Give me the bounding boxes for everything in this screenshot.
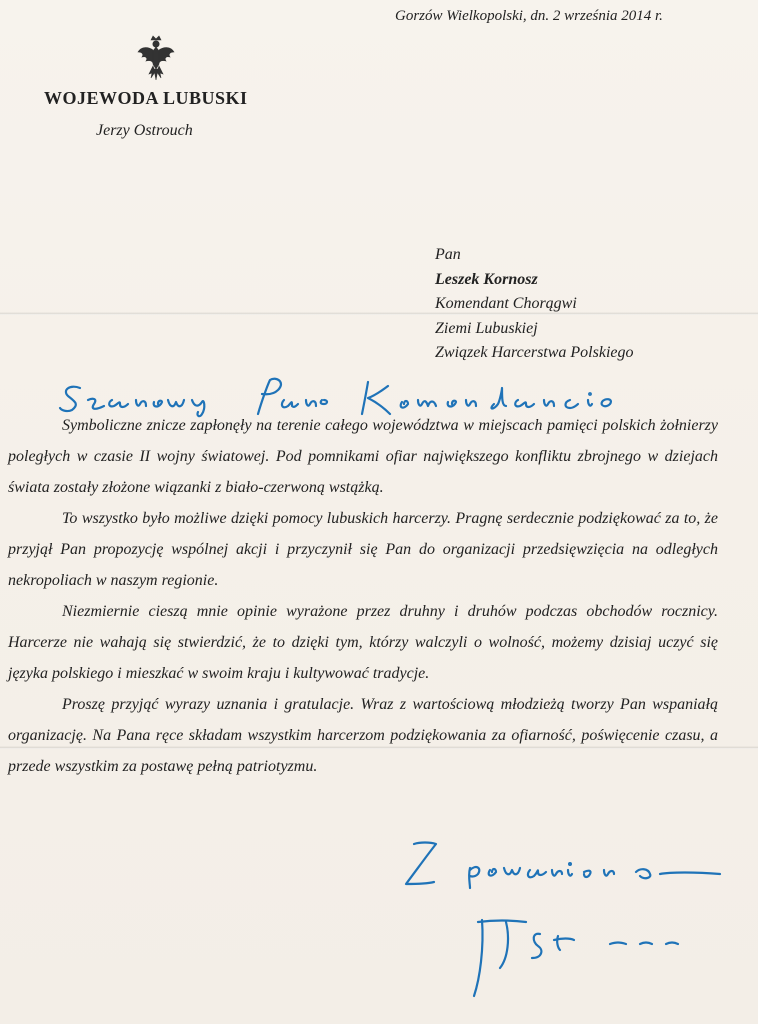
body-paragraph: To wszystko było możliwe dzięki pomocy lubuskich harcerzy. Pragnę serdecznie podziękować za to, że przyjął Pan propozycję wspólnej akcji i przyczynił się Pan do organizacji przedsięwzięcia na odległych nekropoliach w naszym regionie. [8,510,718,589]
recipient-block [435,243,634,366]
recipient-name: Leszek Kornosz [435,270,538,288]
recipient-line-2: Ziemi Lubuskiej [435,319,538,337]
date-line: Gorzów Wielkopolski, dn. 2 września 2014 r. [395,8,663,24]
handwritten-closing [400,838,730,898]
paper-fold-line [0,312,758,315]
handwritten-signature [470,908,700,998]
recipient-salutation: Pan [435,246,461,263]
recipient-line-1: Komendant Chorągwi [435,295,577,312]
body-paragraph: Proszę przyjąć wyrazy uznania i gratulacje. Wraz z wartościową młodzieżą tworzy Pan wspaniałą organizację. Na Pana ręce składam wszystkim harcerzom podziękowania za ofiarność, poświęcenie czasu, a przede wszystkim za postawę pełną patriotyzmu. [8,696,718,775]
recipient-line-3: Związek Harcerstwa Polskiego [435,344,634,361]
body-paragraph: Symboliczne znicze zapłonęły na terenie całego województwa w miejscach pamięci polskich żołnierzy poległych w czasie II wojny światowej. Pod pomnikami ofiar największego konfliktu zbrojnego w dziejach świata zostały złożone wiązanki z biało-czerwoną wstążką. [8,417,718,496]
polish-eagle-emblem-icon [136,34,176,84]
office-title: WOJEWODA LUBUSKI [44,88,248,108]
body-paragraph: Niezmiernie cieszą mnie opinie wyrażone przez druhny i druhów podczas obchodów rocznicy. Harcerze nie wahają się stwierdzić, że to dzięki tym, którzy walczyli o wolność, możemy dzisiaj uczyć się języka polskiego i mieszkać w swoim kraju i kultywować tradycje. [8,603,718,682]
official-name: Jerzy Ostrouch [96,122,193,139]
letter-body [8,410,718,782]
